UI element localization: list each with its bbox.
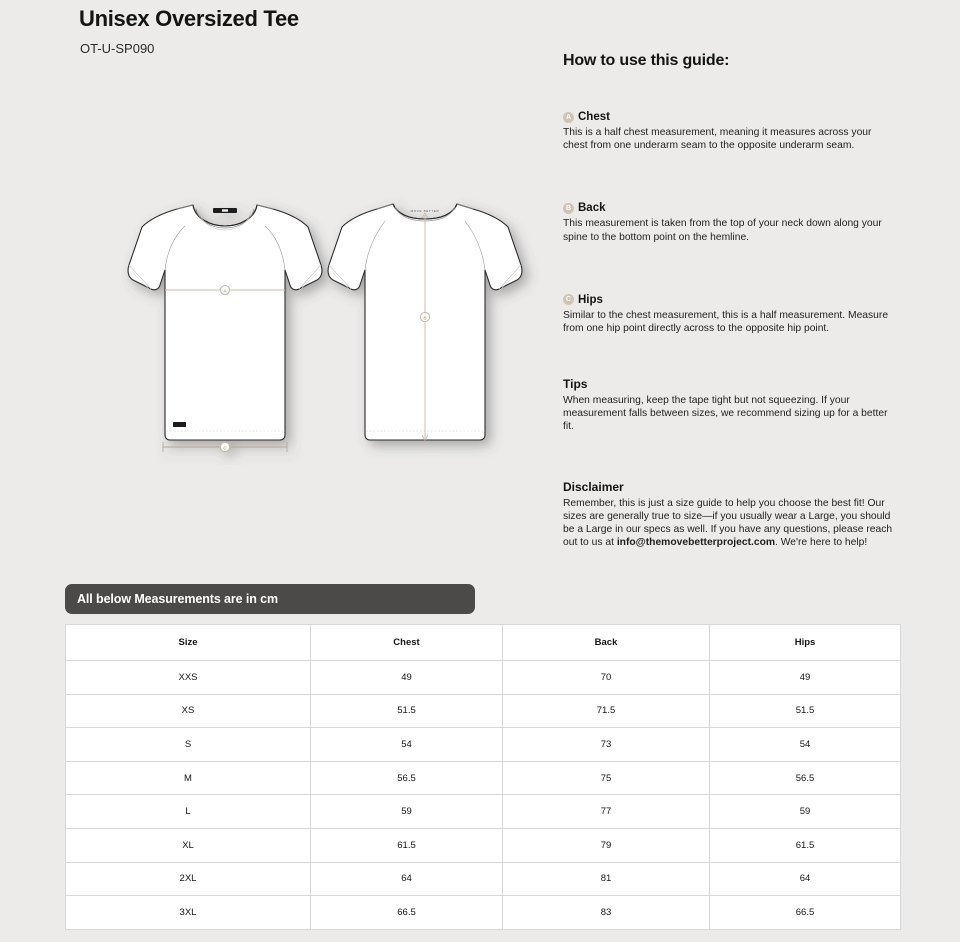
cell-back: 70 bbox=[503, 661, 710, 695]
guide-section-tips-body: When measuring, keep the tape tight but not squeezing. If your measurement falls between sizes, we recommend sizing up for a better fit. bbox=[563, 395, 888, 433]
cell-hips: 56.5 bbox=[710, 761, 901, 795]
cell-size: 2XL bbox=[66, 862, 311, 896]
cell-size: S bbox=[66, 728, 311, 762]
guide-section-back-header bbox=[563, 202, 893, 214]
cell-back: 81 bbox=[503, 862, 710, 896]
guide-section-hips-header bbox=[563, 294, 893, 306]
column-header-chest: Chest bbox=[311, 625, 503, 661]
cell-size: XXS bbox=[66, 661, 311, 695]
badge-c-icon: C bbox=[563, 294, 574, 305]
cell-hips: 54 bbox=[710, 728, 901, 762]
badge-a-icon: A bbox=[563, 112, 574, 123]
badge-b-icon: B bbox=[563, 203, 574, 214]
cell-hips: 49 bbox=[710, 661, 901, 695]
product-header bbox=[79, 6, 299, 57]
cell-back: 77 bbox=[503, 795, 710, 829]
guide-heading: How to use this guide: bbox=[563, 52, 730, 69]
cell-hips: 66.5 bbox=[710, 896, 901, 930]
cell-back: 71.5 bbox=[503, 694, 710, 728]
table-row bbox=[66, 661, 901, 695]
cell-size: 3XL bbox=[66, 896, 311, 930]
guide-section-back-title: Back bbox=[578, 202, 606, 215]
size-chart-body bbox=[66, 661, 901, 930]
front-tee-illustration bbox=[128, 205, 322, 452]
cell-chest: 54 bbox=[311, 728, 503, 762]
cell-chest: 59 bbox=[311, 795, 503, 829]
disclaimer-text-before: Remember, this is just a size guide to help you choose the best fit! Our sizes are generally true to size—if you usually wear a Large, you should be a Large in our specs as well. If you have any questions, please reach out to us at bbox=[563, 497, 893, 549]
table-header-row bbox=[66, 625, 901, 661]
support-email-link[interactable]: info@themovebetterproject.com bbox=[616, 537, 776, 549]
table-row bbox=[66, 795, 901, 829]
guide-section-chest-header bbox=[563, 111, 893, 123]
cell-hips: 64 bbox=[710, 862, 901, 896]
cell-back: 83 bbox=[503, 896, 710, 930]
cell-size: M bbox=[66, 761, 311, 795]
cell-hips: 59 bbox=[710, 795, 901, 829]
hips-measure-line bbox=[163, 442, 287, 452]
guide-section-hips bbox=[563, 294, 893, 335]
table-row bbox=[66, 896, 901, 930]
size-chart-table bbox=[65, 624, 901, 930]
column-header-size: Size bbox=[66, 625, 311, 661]
cell-chest: 56.5 bbox=[311, 761, 503, 795]
cell-back: 75 bbox=[503, 761, 710, 795]
cell-hips: 51.5 bbox=[710, 694, 901, 728]
disclaimer-text-after: . We're here to help! bbox=[775, 537, 868, 549]
garment-illustrations bbox=[45, 185, 545, 465]
table-row bbox=[66, 694, 901, 728]
guide-section-chest bbox=[563, 111, 893, 152]
guide-section-back bbox=[563, 202, 893, 243]
table-row bbox=[66, 828, 901, 862]
guide-section-tips bbox=[563, 377, 893, 434]
guide-section-disclaimer bbox=[563, 480, 893, 550]
column-header-back: Back bbox=[503, 625, 710, 661]
cell-hips: 61.5 bbox=[710, 828, 901, 862]
table-row bbox=[66, 862, 901, 896]
cell-chest: 51.5 bbox=[311, 694, 503, 728]
guide-section-hips-title: Hips bbox=[578, 293, 603, 306]
guide-section-disclaimer-title: Disclaimer bbox=[563, 479, 624, 494]
cell-chest: 66.5 bbox=[311, 896, 503, 930]
guide-section-hips-body: Similar to the chest measurement, this is a half measurement. Measure from one hip point directly across to the opposite hip point. bbox=[563, 309, 889, 334]
cell-size: XS bbox=[66, 694, 311, 728]
guide-section-chest-body: This is a half chest measurement, meaning it measures across your chest from one underarm seam to the opposite underarm seam. bbox=[563, 127, 872, 152]
cell-back: 73 bbox=[503, 728, 710, 762]
guide-section-back-body: This measurement is taken from the top of your neck down along your spine to the bottom point on the hemline. bbox=[563, 218, 882, 243]
svg-text:B: B bbox=[423, 315, 427, 321]
guide-section-disclaimer-body bbox=[563, 497, 893, 550]
measurement-units-banner: All below Measurements are in cm bbox=[65, 584, 475, 614]
back-tee-illustration bbox=[328, 204, 522, 440]
cell-size: XL bbox=[66, 828, 311, 862]
svg-text:C: C bbox=[223, 445, 227, 451]
cell-chest: 49 bbox=[311, 661, 503, 695]
page-title: Unisex Oversized Tee bbox=[79, 6, 299, 31]
how-to-use-guide bbox=[563, 52, 893, 549]
guide-section-tips-title: Tips bbox=[563, 377, 588, 392]
tee-technical-drawing bbox=[45, 185, 545, 465]
table-row bbox=[66, 728, 901, 762]
cell-back: 79 bbox=[503, 828, 710, 862]
cell-chest: 64 bbox=[311, 862, 503, 896]
svg-text:A: A bbox=[223, 288, 227, 294]
svg-text:MOVE BETTER: MOVE BETTER bbox=[410, 209, 440, 213]
guide-section-chest-title: Chest bbox=[578, 111, 610, 123]
table-row bbox=[66, 761, 901, 795]
hem-tag bbox=[173, 422, 186, 427]
measurements-section bbox=[65, 584, 900, 930]
product-sku: OT-U-SP090 bbox=[80, 41, 155, 57]
column-header-hips: Hips bbox=[710, 625, 901, 661]
cell-chest: 61.5 bbox=[311, 828, 503, 862]
cell-size: L bbox=[66, 795, 311, 829]
